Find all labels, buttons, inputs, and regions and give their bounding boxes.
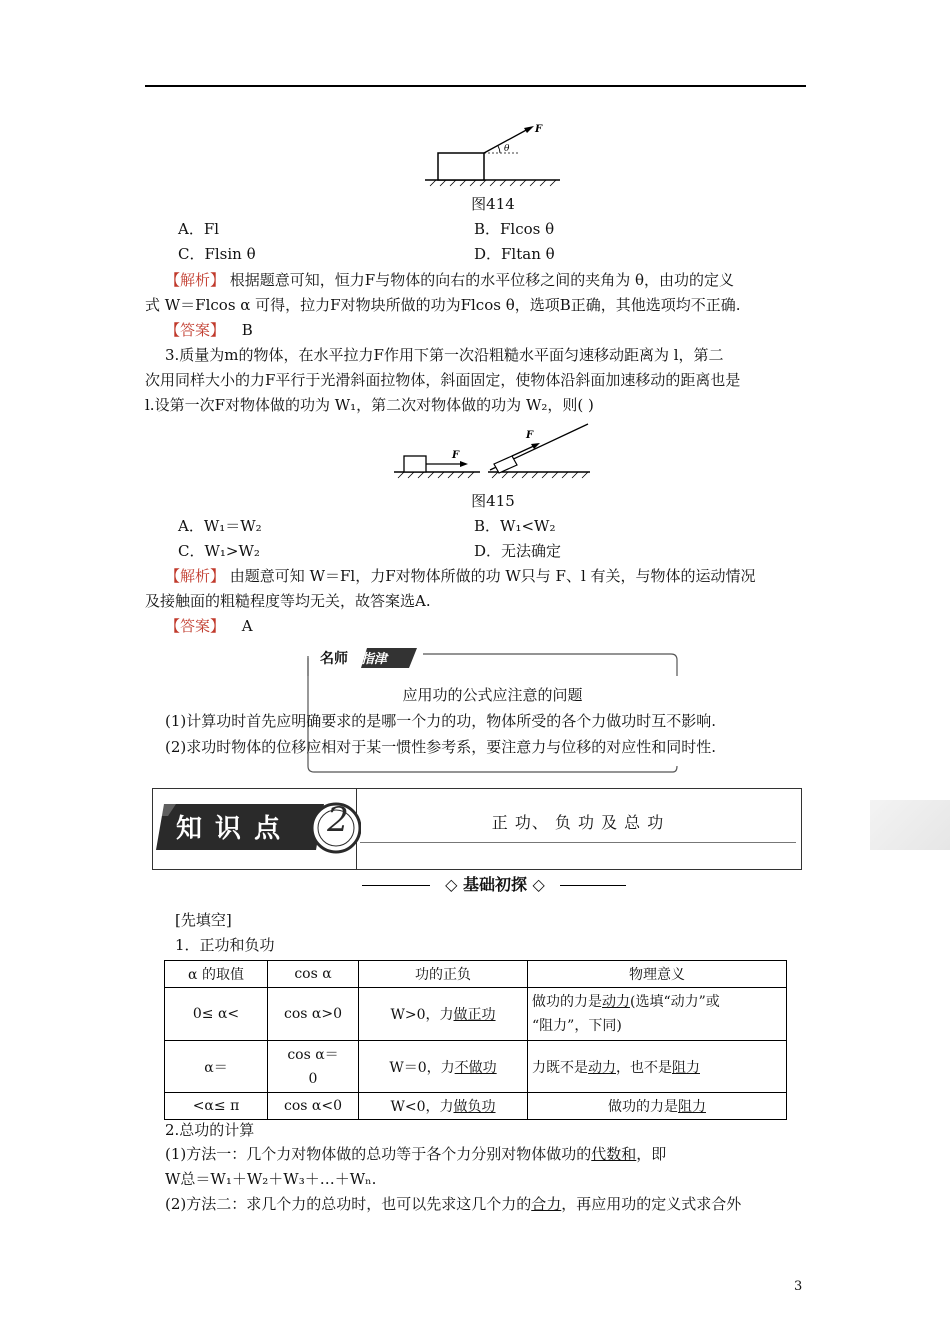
teacher-box-title: 应用功的公式应注意的问题 [402,686,583,704]
cell: 0≤ α< [165,988,268,1041]
tag-accent: 指津 [360,652,387,667]
teacher-box-p1: (1)计算功时首先应明确要求的是哪一个力的功，物体所受的各个力做功时互不影响. [165,712,717,730]
item-2: 2.总功的计算 [165,1121,255,1139]
analysis-text: 根据题意可知，恒力F与物体的向右的水平位移之间的夹角为 θ，由功的定义 [229,271,735,289]
q2-option-d: D．Fltan θ [474,245,555,263]
cell: W>0，力做正功 [359,988,528,1041]
blank-answer: 动力 [588,1059,616,1076]
table-row [165,988,787,1041]
th-sign: 功的正负 [359,961,528,988]
cell: cos α>0 [268,988,359,1041]
analysis-tag: 【解析】 [165,271,226,289]
analysis-tag: 【解析】 [165,567,226,585]
q3-analysis [165,565,756,587]
cell: W<0，力做负功 [359,1093,528,1120]
section-label: 知 识 点 [176,814,283,844]
teacher-box-p2: (2)求功时物体的位移应相对于某一惯性参考系，要注意力与位移的对应性和同时性. [165,738,717,756]
label-F2: F [526,430,534,441]
blank-answer: 不做功 [454,1059,497,1076]
table-header-row [165,961,787,988]
section-title: 正 功、 负 功 及 总 功 [491,813,665,832]
label-theta: θ [504,144,510,154]
cell: 力既不是动力，也不是阻力 [528,1041,787,1093]
cell: 做功的力是动力(选填“动力”或 “阻力”，下同) [528,988,787,1041]
fig415-caption: 图415 [471,492,515,510]
cell: 做功的力是阻力 [528,1093,787,1120]
figure-415 [390,420,595,485]
block-flat [404,456,426,472]
q3-line-2: 次用同样大小的力F平行于光滑斜面拉物体，斜面固定，使物体沿斜面加速移动的距离也是 [145,371,741,389]
block [438,153,484,180]
analysis-text: 由题意可知 W＝Fl，力F对物体所做的功 W只与 F、l 有关，与物体的运动情况 [229,567,756,585]
page-number: 3 [794,1279,803,1294]
cell: cos α<0 [268,1093,359,1120]
q3-line-1: 3.质量为m的物体，在水平拉力F作用下第一次沿粗糙水平面匀速移动距离为 l，第二 [165,346,724,364]
cell: α＝ [165,1041,268,1093]
answer-value: B [241,321,253,339]
q3-option-d: D．无法确定 [474,542,562,560]
basics-rule-left [362,885,430,886]
fill-tag: [先填空] [175,911,232,929]
answer-tag: 【答案】 [165,617,226,635]
blank-answer: 合力 [531,1195,562,1213]
blank-answer: 阻力 [678,1099,706,1115]
q2-analysis [165,269,734,291]
q3-option-c: C．W₁>W₂ [178,542,260,560]
work-sign-table [164,960,787,1120]
blank-answer: 阻力 [672,1059,700,1076]
q2-option-c: C．Flsin θ [178,245,256,263]
q2-option-b: B．Flcos θ [474,220,555,238]
basics-rule-right [560,885,626,886]
method-1-formula: W总＝W₁＋W₂＋W₃＋…＋Wₙ. [165,1170,377,1188]
q2-answer [165,319,253,341]
blank-answer: 做正功 [453,1007,496,1023]
item-1: 1．正功和负功 [175,936,275,954]
fig414-caption: 图414 [471,195,515,213]
cell: W＝0，力不做功 [359,1041,528,1093]
cell: cos α＝ 0 [268,1041,359,1093]
basics-heading: ◇ 基础初探 ◇ [445,875,545,894]
q3-option-a: A．W₁＝W₂ [178,517,262,535]
teacher-box-tag [320,648,387,668]
blank-answer: 动力 [602,994,630,1010]
section-number: 2 [327,800,349,840]
method-2-line-1: (2)方法二：求几个力的总功时，也可以先求这几个力的合力，再应用功的定义式求合外 [165,1195,742,1213]
table-row [165,1041,787,1093]
q3-option-b: B．W₁<W₂ [474,517,556,535]
q3-answer [165,615,253,637]
cell: <α≤ π [165,1093,268,1120]
section-deco [870,800,950,850]
th-cos: cos α [268,961,359,988]
q3-analysis-2: 及接触面的粗糙程度等均无关，故答案选A. [145,592,431,610]
q3-line-3: l.设第一次F对物体做的功为 W₁，第二次对物体做的功为 W₂，则( ) [145,396,594,414]
figure-414 [420,118,565,190]
th-meaning: 物理意义 [528,961,787,988]
section-title-underline [360,842,796,843]
th-alpha: α 的取值 [165,961,268,988]
blank-answer: 代数和 [591,1145,637,1163]
blank-answer: 做负功 [453,1099,496,1115]
q2-analysis-2: 式 W＝Flcos α 可得，拉力F对物块所做的功为Flcos θ，选项B正确，其他选项均不正确. [145,296,741,314]
tag-main: 名师 [320,651,348,667]
q2-option-a: A．Fl [178,220,220,238]
label-F: F [535,124,543,135]
label-F1: F [452,450,460,461]
answer-tag: 【答案】 [165,321,226,339]
table-row [165,1093,787,1120]
block-incline [494,456,517,473]
header-rule [145,85,806,87]
answer-value: A [241,617,253,635]
method-1-line-1: (1)方法一：几个力对物体做的总功等于各个力分别对物体做功的代数和，即 [165,1145,667,1163]
